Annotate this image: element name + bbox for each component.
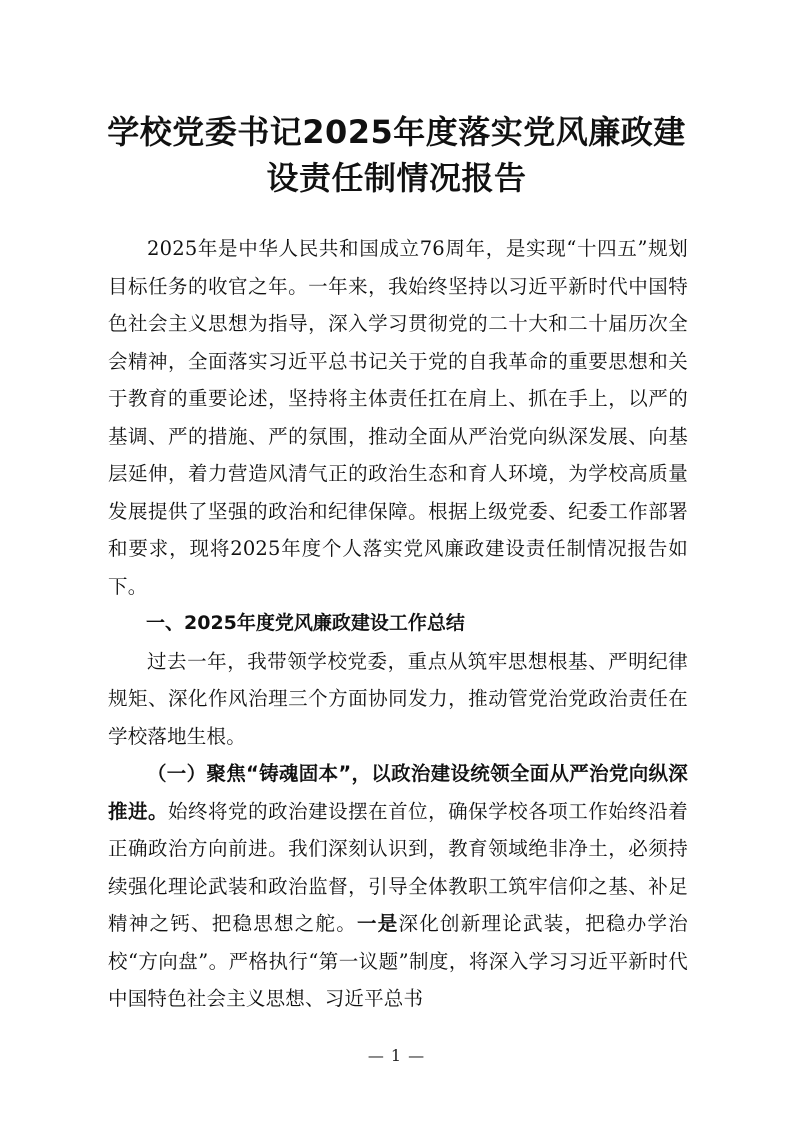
subsection-1-text-a: 始终将党的政治建设摆在首位，确保学校各项工作始终沿着正确政治方向前进。我们深刻认识到，教育领域绝非净土，必须持续强化理论武装和政治监督，引导全体教职工筑牢信仰之基、补足精神之钙、把稳思想之舵。 [108,799,688,935]
document-title-line-2: 设责任制情况报告 [266,159,527,197]
subsection-1-point-label: 一是 [357,912,399,935]
page-number: — 1 — [367,1046,426,1065]
section-heading-1: 一、2025年度党风廉政建设工作总结 [146,612,465,634]
intro-paragraph: 2025年是中华人民共和国成立76周年，是实现“十四五”规划目标任务的收官之年。一年来，我始终坚持以习近平新时代中国特色社会主义思想为指导，深入学习贯彻党的二十大和二十届历次全会精神，全面落实习近平总书记关于党的自我革命的重要思想和关于教育的重要论述，坚持将主体责任扛在肩上、抓在手上，以严的基调、严的措施、严的氛围，推动全面从严治党向纵深发展、向基层延伸，着力营造风清气正的政治生态和育人环境，为学校高质量发展提供了坚强的政治和纪律保障。根据上级党委、纪委工作部署和要求，现将2025年度个人落实党风廉政建设责任制情况报告如下。 [108,237,688,598]
document-title-line-1: 学校党委书记2025年度落实党风廉政建 [107,113,686,151]
subsection-1-paragraph [108,755,688,1018]
subsection-1-text-b: 深化创新理论武装，把稳办学治校“方向盘”。严格执行“第一议题”制度，将深入学习习近平新时代中国特色社会主义思想、习近平总书 [108,912,688,1010]
subsection-1-heading: （一）聚焦“铸魂固本”，以政治建设统领全面从严治党向纵深推进。 [108,762,688,823]
document-body [108,230,688,1018]
section-1-paragraph: 过去一年，我带领学校党委，重点从筑牢思想根基、严明纪律规矩、深化作风治理三个方面协同发力，推动管党治党政治责任在学校落地生根。 [108,649,688,748]
